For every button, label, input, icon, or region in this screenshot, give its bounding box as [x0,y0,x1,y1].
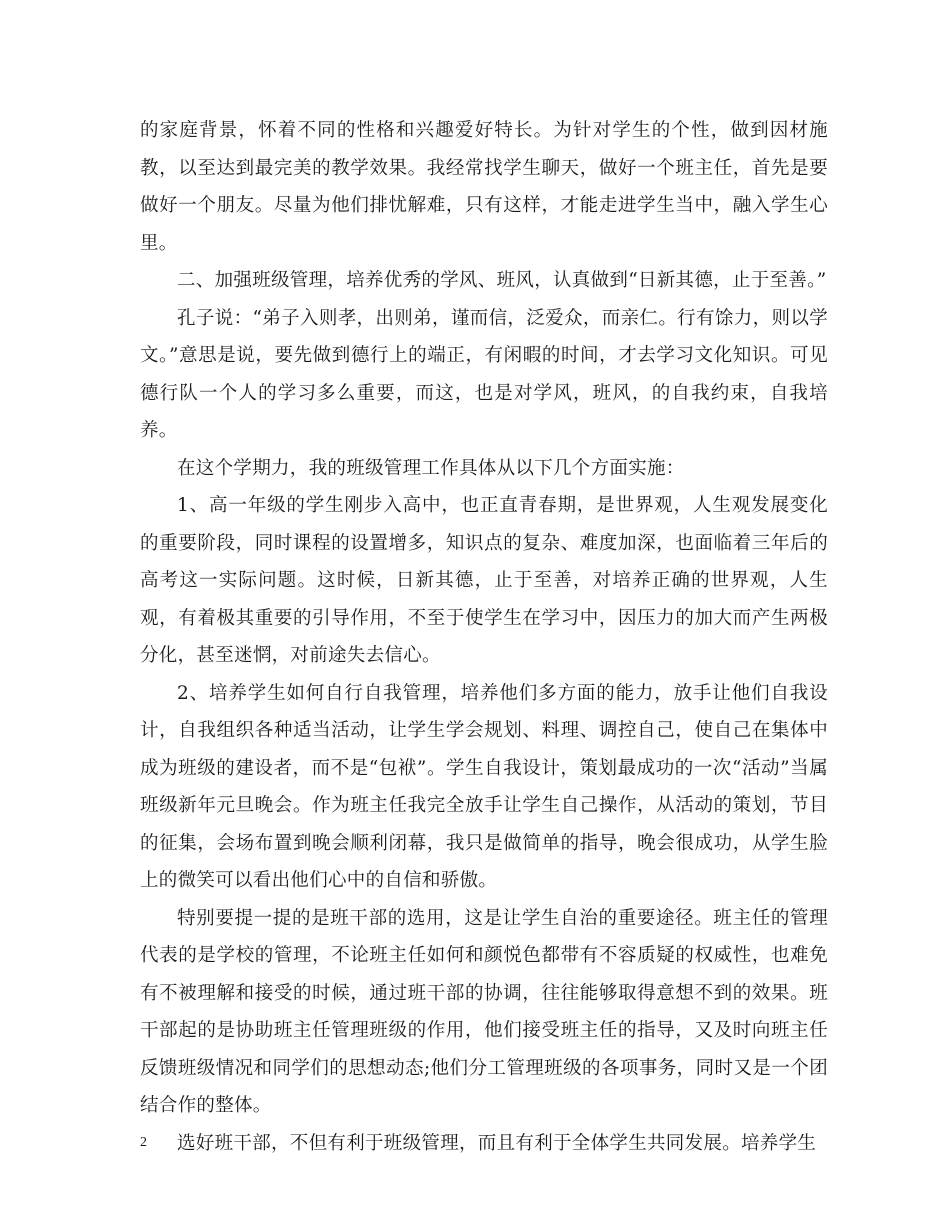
paragraph-6: 2、培养学生如何自行自我管理，培养他们多方面的能力，放手让他们自我设计，自我组织各种适当活动，让学生学会规划、料理、调控自己，使自己在集体中成为班级的建设者，而不是“包袱”。学生自我设计，策划最成功的一次“活动”当属班级新年元旦晚会。作为班主任我完全放手让学生自己操作，从活动的策划，节目的征集，会场布置到晚会顺利闭幕，我只是做简单的指导，晚会很成功，从学生脸上的微笑可以看出他们心中的自信和骄傲。 [140,682,828,891]
paragraph-2: 二、加强班级管理，培养优秀的学风、班风，认真做到“日新其德，止于至善。” [177,270,827,291]
paragraph-1: 的家庭背景，怀着不同的性格和兴趣爱好特长。为针对学生的个性，做到因材施教，以至达到最完美的教学效果。我经常找学生聊天，做好一个班主任，首先是要做好一个朋友。尽量为他们排忧解难，只有这样，才能走进学生当中，融入学生心里。 [140,120,828,254]
paragraph-5: 1、高一年级的学生刚步入高中，也正直青春期，是世界观，人生观发展变化的重要阶段，同时课程的设置增多，知识点的复杂、难度加深，也面临着三年后的高考这一实际问题。这时候，日新其德，止于至善，对培养正确的世界观，人生观，有着极其重要的引导作用，不至于使学生在学习中，因压力的加大而产生两极分化，甚至迷惘，对前途失去信心。 [140,495,828,666]
paragraph-3: 孔子说：“弟子入则孝，出则弟，谨而信，泛爱众，而亲仁。行有馀力，则以学文。”意思是说，要先做到德行上的端正，有闲暇的时间，才去学习文化知识。可见德行队一个人的学习多么重要，而这，也是对学风，班风，的自我约束，自我培养。 [140,307,828,441]
document-body [140,112,828,1162]
paragraph-4: 在这个学期力，我的班级管理工作具体从以下几个方面实施： [177,457,685,479]
paragraph-7: 特别要提一提的是班干部的选用，这是让学生自治的重要途径。班主任的管理代表的是学校的管理，不论班主任如何和颜悦色都带有不容质疑的权威性，也难免有不被理解和接受的时候，通过班干部的协调，往往能够取得意想不到的效果。班干部起的是协助班主任管理班级的作用，他们接受班主任的指导，又及时向班主任反馈班级情况和同学们的思想动态;他们分工管理班级的各项事务，同时又是一个团结合作的整体。 [140,907,828,1116]
paragraph-8: 选好班干部，不但有利于班级管理，而且有利于全体学生共同发展。培养学生 [177,1132,817,1154]
page-number: 2 [140,1135,147,1150]
